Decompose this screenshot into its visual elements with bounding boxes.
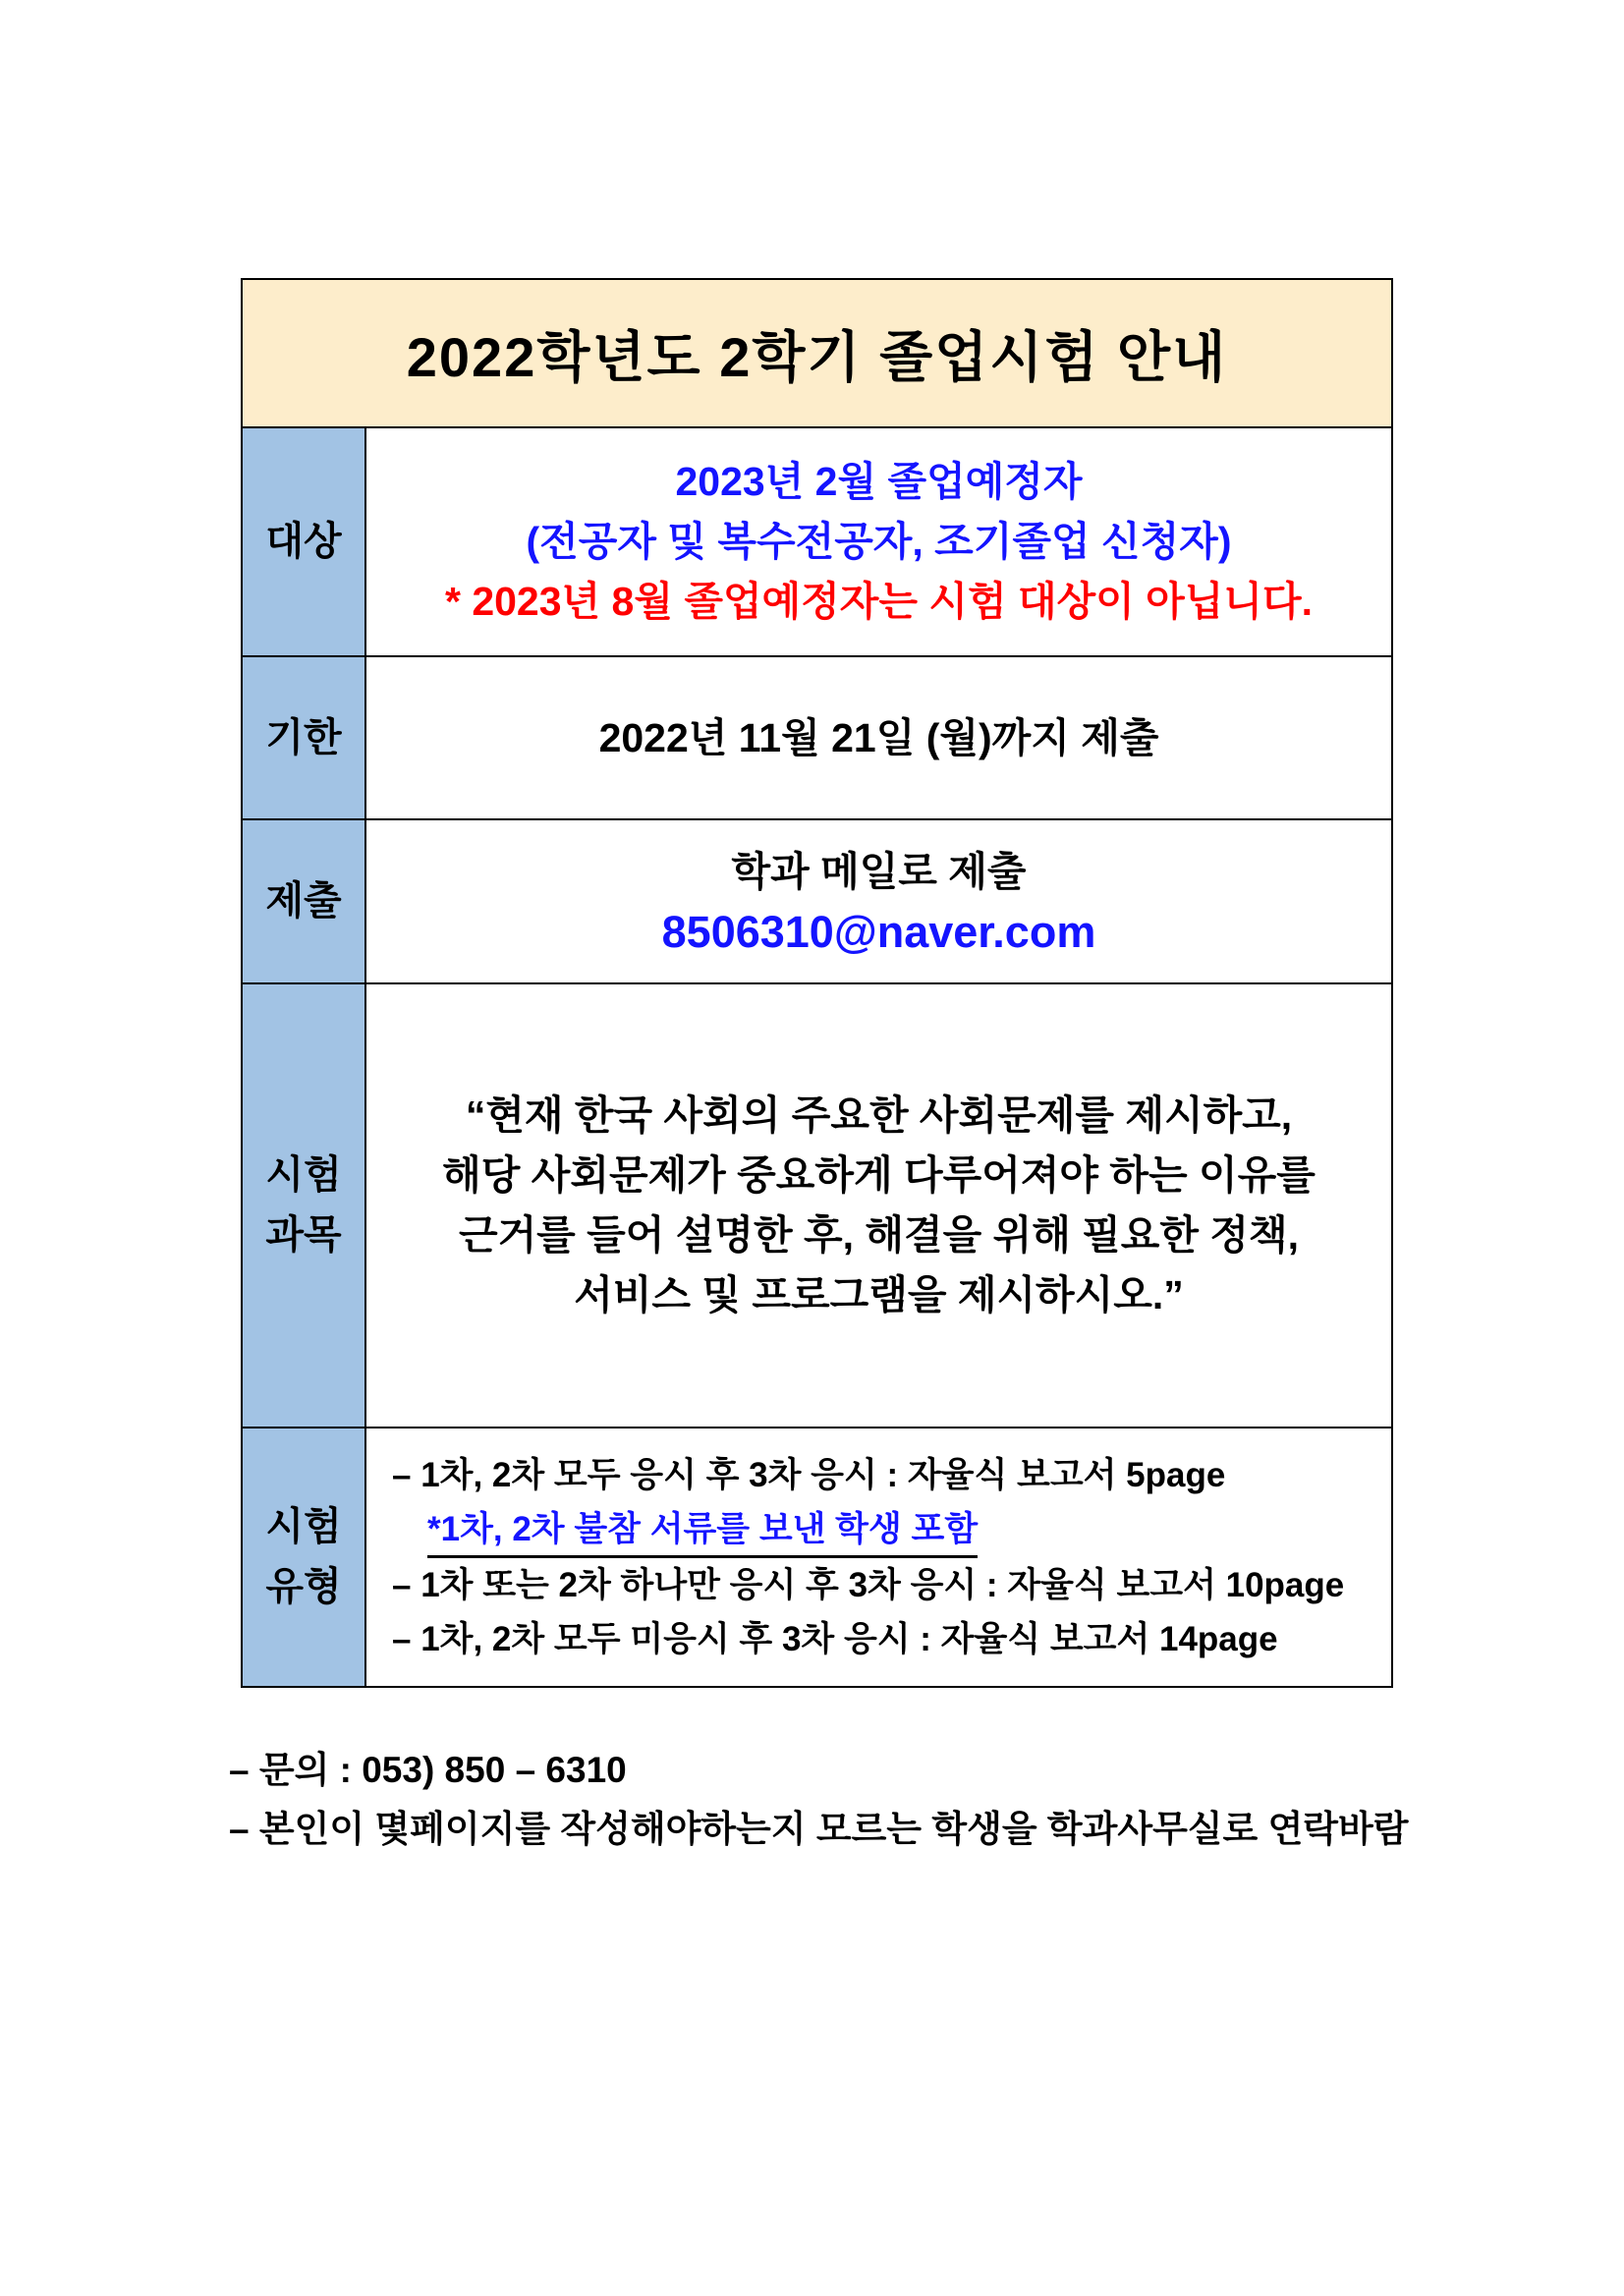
row-deadline-label [243,657,366,820]
row-exam-subject-content [366,984,1391,1428]
row-submission-label [243,820,366,984]
exam-question-line-4: 서비스 및 프로그램을 제시하시오.” [574,1272,1184,1317]
submission-email: 8506310@naver.com [661,906,1096,957]
exam-question-line-1: “현재 한국 사회의 주요한 사회문제를 제시하고, [465,1092,1293,1138]
deadline-line: 2022년 11월 21일 (월)까지 제출 [598,714,1159,760]
row-deadline-label-text: 기한 [265,715,342,759]
notice-table [241,278,1393,1688]
submission-method-line: 학과 메일로 제출 [731,848,1027,894]
row-target-label [243,428,366,657]
target-warning-line: * 2023년 8월 졸업예정자는 시험 대상이 아닙니다. [444,579,1313,624]
exam-question-line-3: 근거를 들어 설명한 후, 해결을 위해 필요한 정책, [458,1212,1300,1258]
exam-type-label-line-1: 시험 [265,1505,342,1548]
exam-type-rule-2: – 1차 또는 2차 하나만 응시 후 3차 응시 : 자율식 보고서 10page [392,1566,1345,1604]
row-target-label-text: 대상 [265,520,342,563]
footer-notes [229,1741,1409,1859]
footer-contact-line: – 문의 : 053) 850 – 6310 [229,1750,627,1790]
exam-type-label-line-2: 유형 [265,1565,342,1608]
table-title-cell [243,280,1391,428]
row-exam-subject-label [243,984,366,1428]
exam-type-note [427,1502,978,1558]
row-submission-content [366,820,1391,984]
row-target-content [366,428,1391,657]
exam-type-rule-1: – 1차, 2차 모두 응시 후 3차 응시 : 자율식 보고서 5page [392,1456,1226,1494]
row-exam-type-label [243,1428,366,1686]
page-title: 2022학년도 2학기 졸업시험 안내 [406,325,1228,388]
footer-instruction-line: – 본인이 몇페이지를 작성해야하는지 모르는 학생을 학과사무실로 연락바람 [229,1809,1409,1849]
exam-type-note-text: *1차, 2차 불참 서류를 보낸 학생 포함 [427,1505,978,1558]
row-deadline-content [366,657,1391,820]
row-exam-type-content [366,1428,1391,1686]
exam-question-line-2: 해당 사회문제가 중요하게 다루어져야 하는 이유를 [442,1152,1316,1198]
exam-type-rule-3: – 1차, 2차 모두 미응시 후 3차 응시 : 자율식 보고서 14page [392,1620,1278,1658]
row-submission-label-text: 제출 [265,879,342,923]
target-line-1: 2023년 2월 졸업예정자 [675,459,1083,504]
target-line-2: (전공자 및 복수전공자, 조기졸업 신청자) [526,519,1232,564]
exam-subject-label-line-2: 과목 [265,1213,342,1257]
exam-subject-label-line-1: 시험 [265,1153,342,1197]
